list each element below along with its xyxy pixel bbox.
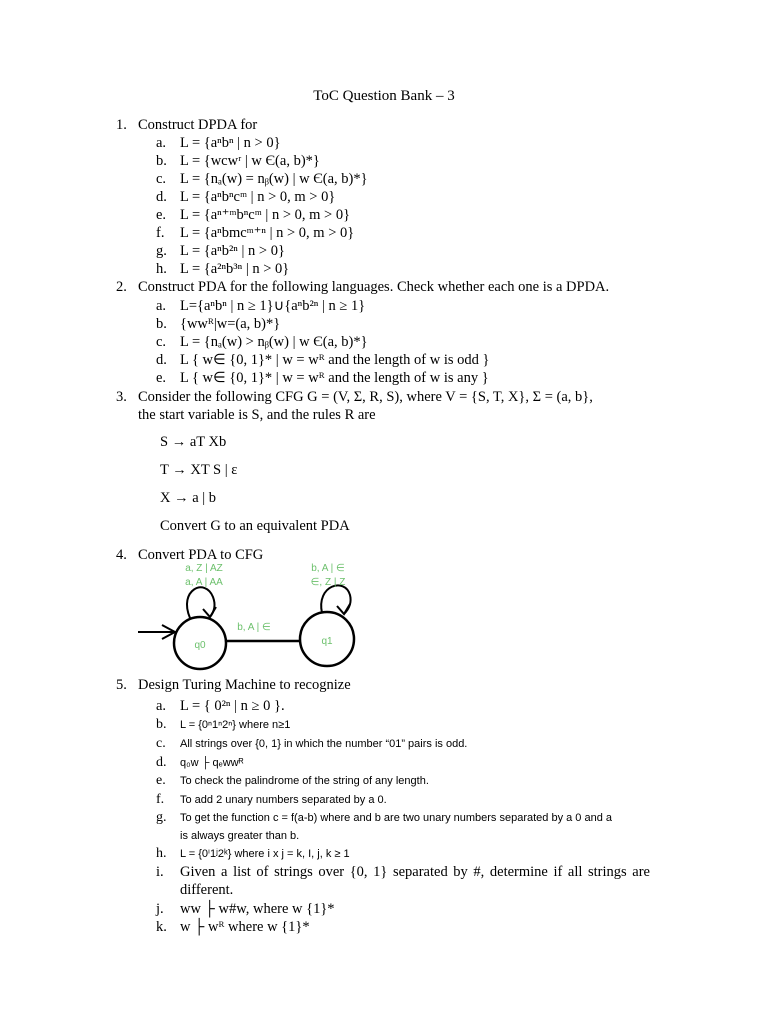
state-q1-label: q1 xyxy=(321,636,333,647)
list-item: d. q₀w ├ qₑwwᴿ xyxy=(156,755,244,770)
list-item: i. Given a list of strings over {0, 1} separated by #, determine if all strings are different. xyxy=(156,864,650,898)
loop-arrowhead xyxy=(337,604,350,614)
question-number: 2. xyxy=(116,279,127,295)
pda-diagram xyxy=(0,555,768,675)
list-item: j. ww ├ w#w, where w {1}* xyxy=(156,901,335,917)
list-item: c. L = {nₐ(w) > nᵦ(w) | w Є(a, b)*} xyxy=(156,334,368,350)
question-number: 3. xyxy=(116,389,127,405)
self-loop-q0 xyxy=(187,587,214,618)
convert-instruction: Convert G to an equivalent PDA xyxy=(160,518,350,534)
question-number: 5. xyxy=(116,677,127,693)
state-q0-label: q0 xyxy=(194,640,206,651)
edge-label: b, A | ∈ xyxy=(237,622,271,633)
list-item: b. L = {wcwʳ | w Є(a, b)*} xyxy=(156,153,320,169)
list-item: e. L = {aⁿ⁺ᵐbⁿcᵐ | n > 0, m > 0} xyxy=(156,207,351,223)
list-item: f. To add 2 unary numbers separated by a 0. xyxy=(156,792,387,807)
question-2 xyxy=(116,278,609,296)
list-item: h. L = {0ⁱ1ʲ2ᵏ} where i x j = k, I, j, k ≥ 1 xyxy=(156,846,350,861)
loop-q0-label-1: a, Z | AZ xyxy=(185,563,223,574)
list-item: g. L = {aⁿb²ⁿ | n > 0} xyxy=(156,243,285,259)
list-item: c. All strings over {0, 1} in which the number “01” pairs is odd. xyxy=(156,736,468,751)
list-item: c. L = {nₐ(w) = nᵦ(w) | w Є(a, b)*} xyxy=(156,171,368,187)
list-item: a. L={aⁿbⁿ | n ≥ 1}∪{aⁿb²ⁿ | n ≥ 1} xyxy=(156,298,366,314)
list-item: a. L = { 0²ⁿ | n ≥ 0 }. xyxy=(156,698,285,714)
list-item: e. To check the palindrome of the string of any length. xyxy=(156,773,429,788)
question-number: 4. xyxy=(116,547,127,563)
list-item: e. L { w∈ {0, 1}* | w = wᴿ and the length of w is any } xyxy=(156,370,489,386)
question-5 xyxy=(116,676,351,694)
question-text: Design Turing Machine to recognize xyxy=(138,677,351,693)
grammar-rule: S → aT Xb xyxy=(160,434,227,450)
question-number: 1. xyxy=(116,117,127,133)
list-item: h. L = {a²ⁿb³ⁿ | n > 0} xyxy=(156,261,290,277)
grammar-rule: X → a | b xyxy=(160,490,217,506)
list-item: k. w ├ wᴿ where w {1}* xyxy=(156,919,310,935)
loop-q1-label-1: b, A | ∈ xyxy=(311,563,345,574)
loop-arrowhead xyxy=(203,607,216,617)
question-text: Convert PDA to CFG xyxy=(138,547,264,563)
list-item: d. L { w∈ {0, 1}* | w = wᴿ and the length of w is odd } xyxy=(156,352,490,368)
grammar-rule: T → XT S | ε xyxy=(160,462,238,478)
list-item: g. To get the function c = f(a-b) where and b are two unary numbers separated by a 0 and a xyxy=(156,810,613,825)
list-item: b. {wwᴿ|w=(a, b)*} xyxy=(156,316,281,332)
list-item: a. L = {aⁿbⁿ | n > 0} xyxy=(156,135,281,151)
list-item: b. L = {0ⁿ1ⁿ2ⁿ} where n≥1 xyxy=(156,717,291,732)
question-3 xyxy=(116,388,593,406)
list-item-continuation: is always greater than b. xyxy=(180,830,300,842)
question-text: Construct DPDA for xyxy=(138,117,258,133)
page-title: ToC Question Bank – 3 xyxy=(313,88,455,104)
question-3-line2: the start variable is S, and the rules R are xyxy=(138,407,376,423)
list-item: f. L = {aⁿbmcᵐ⁺ⁿ | n > 0, m > 0} xyxy=(156,225,355,241)
question-text: Consider the following CFG G = (V, Σ, R, S), where V = {S, T, X}, Σ = (a, b}, xyxy=(138,389,593,405)
question-text: Construct PDA for the following languages. Check whether each one is a DPDA. xyxy=(138,279,610,295)
list-item: d. L = {aⁿbⁿcᵐ | n > 0, m > 0} xyxy=(156,189,336,205)
loop-q0-label-2: a, A | AA xyxy=(185,577,223,588)
question-1 xyxy=(116,116,257,134)
loop-q1-label-2: ∈, Z | Z xyxy=(310,577,346,588)
